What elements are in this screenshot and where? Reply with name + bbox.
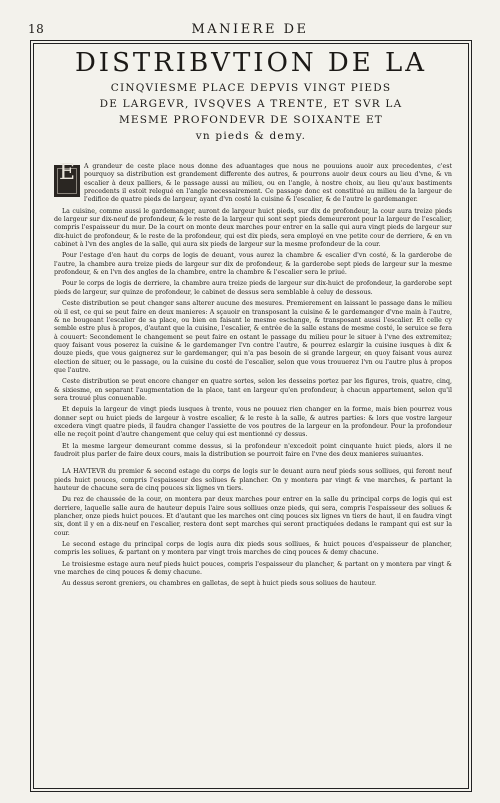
paragraph: Du rez de chaussée de la cour, on montera par deux marches pour entrer en la salle du principal corps de logis qui est derriere, laquelle salle aura de hauteur depuis l'aire sous solliues onze pieds, qui sera, compris l'espaisseur des soliues & plancher, onze pieds huict pouces. Et d'autant que les marches ont cinq pouces six lignes vn tiers de haut, il en faudra vingt six, dont il y en a dix-neuf en l'escalier, restera dont sept marches qui seront practiquées dedans le rampant qui est sur la cour. (54, 496, 452, 537)
paragraph: Ceste distribution se peut changer sans alterer aucune des mesures. Premierement en laissant le passage dans le milieu où il est, ce qui se peut faire en deux manieres: A sçauoir en transposant la cuisine & le gardemanger d'vne main à l'autre, & ne bougeant l'escalier de sa place, ou bien en faisant le mesme eschange, & transposant aussi l'escalier. Et celle cy semble estre plus à propos, d'autant que la cuisine, l'escalier, & entrée de la salle estans de mesme costé, le seruice se fera à couuert: Secondement le changement se peut faire en ostant le passage du milieu pour le situer à l'vne des extremitez; quoy faisant vous poserez la cuisine & le gardemanger l'vn contre l'autre, & pourrez eslargir la cuisine iusques à dix & douze pieds, que vous gaignerez sur le gardemanger, qui n'a pas besoin de si grande largeur, en quoy faisant vous aurez election de situer, ou le passage, ou la cuisine du costé de l'escalier, selon que vous trouuerez l'vn ou l'autre plus à propos que l'autre. (54, 300, 452, 374)
paragraph: Et depuis la largeur de vingt pieds iusques à trente, vous ne pouuez rien changer en la forme, mais bien pourrez vous donner sept ou huict pieds de largeur à vostre escalier, & le reste à la salle, & autres parties: & lors que vostre largeur excedera vingt quatre pieds, il faudra changer l'assiette de vos poutres de la largeur en la profondeur. Pour la profondeur elle ne reçoit point d'autre changement que celuy qui est mentionné cy dessus. (54, 406, 452, 439)
body-text (54, 163, 452, 783)
paragraph: Et la mesme largeur demeurant comme dessus, si la profondeur n'excedoit point cinquante huict pieds, alors il ne faudroit plus parler de faire deux cours, mais la distribution se pourroit faire en l'vne des deux manieres suiuantes. (54, 442, 452, 458)
subtitle-line: DE LARGEVR, IVSQVES A TRENTE, ET SVR LA (99, 98, 403, 110)
page-number: 18 (28, 22, 45, 36)
paragraph: La cuisine, comme aussi le gardemanger, auront de largeur huict pieds, sur dix de profondeur, la cour aura treize pieds de largeur sur dix-neuf de profondeur, & le reste de la largeur qui sont sept pieds demeureront pour la largeur de l'escalier, compris l'espaisseur du mur. De la court on monte deux marches pour entrer en la salle qui aura vingt pieds de largeur sur dix-huict de profondeur, & le reste de la profondeur, qui est dix pieds, sera employé en vne petite cour de derriere, & en vn cabinet à l'vn des angles de la salle, qui aura six pieds de largeur sur la mesme profondeur de la cour. (54, 207, 452, 249)
chapter-title: DISTRIBVTION DE LA (74, 48, 428, 78)
paragraph: Pour le corps de logis de derriere, la chambre aura treize pieds de largeur sur dix-huict de profondeur, la garderobe sept pieds de largeur, sur quinze de profondeur, le cabinet de dessus sera semblable à celuy de dessous. (54, 280, 452, 296)
decorated-initial (54, 165, 80, 197)
subtitle-line: vn pieds & demy. (195, 130, 307, 142)
paragraph-text: A grandeur de ceste place nous donne des aduantages que nous ne pouuions auoir aux precedentes, c'est pourquoy sa distribution est grandement differente des autres, & pourrons auoir deux cours au lieu d'vne, & vn escalier à deux palliers, & le passage aussi au milieu, ou en l'angle, à nostre choix, au lieu qu'aux bastiments precedents il estoit relegué en l'angle necessairement. Ce passage donc est constitué au milieu de la largeur de l'edifice de quatre pieds de largeur, ayant d'vn costé la cuisine & l'escalier, & de l'autre le gardemanger. (84, 163, 452, 204)
paragraph: Le second estage du principal corps de logis aura dix pieds sous solliues, & huict pouces d'espaisseur de plancher, compris les soliues, & partant on y montera par vingt trois marches de cinq pouces & demy chacune. (54, 541, 452, 557)
paragraph: Pour l'estage d'en haut du corps de logis de deuant, vous aurez la chambre & escalier d'vn costé, & la garderobe de l'autre, la chambre aura treize pieds de largeur sur dix de profondeur, & la garderobe sept pieds de largeur sur la mesme profondeur, & en l'vn des angles de la chambre, entre la chambre & l'escalier sera le priué. (54, 252, 452, 277)
paragraph (54, 163, 452, 205)
subtitle-line: MESME PROFONDEVR DE SOIXANTE ET (118, 114, 384, 126)
subtitle-line: CINQVIESME PLACE DEPVIS VINGT PIEDS (110, 82, 392, 94)
chapter-subtitle (40, 80, 462, 144)
paragraph: LA HAVTEVR du premier & second estage du corps de logis sur le deuant aura neuf pieds sous solliues, qui feront neuf pieds huict pouces, compris l'espaisseur des soliues & plancher. On y montera par vingt & vne marches, & partant la hauteur de chacune sera de cinq pouces six lignes vn tiers. (54, 468, 452, 493)
decorated-initial-letter: E (58, 163, 76, 185)
paragraph: Le troisiesme estage aura neuf pieds huict pouces, compris l'espaisseur du plancher, & partant on y montera par vingt & vne marches de cinq pouces & demy chacune. (54, 560, 452, 577)
paragraph: Ceste distribution se peut encore changer en quatre sortes, selon les desseins portez par les figures, trois, quatre, cinq, & sixiesme, en separant l'augmentation de la place, tant en largeur qu'en profondeur, à chacun appartement, selon qu'il sera trouué plus conuenable. (54, 378, 452, 402)
running-title: MANIERE DE (191, 22, 309, 37)
running-header (0, 22, 500, 38)
paragraph: Au dessus seront greniers, ou chambres en galletas, de sept à huict pieds sous soliues de hauteur. (62, 580, 377, 588)
